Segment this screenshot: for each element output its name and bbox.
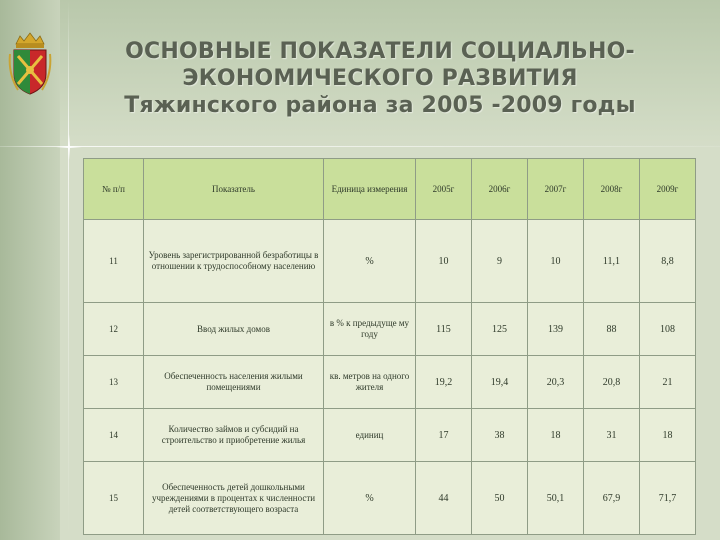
- value-2005: 19,2: [416, 356, 472, 409]
- value-2007: 10: [528, 220, 584, 303]
- row-number: 13: [84, 356, 144, 409]
- row-indicator: Уровень зарегистрированной безработицы в отношении к трудоспособному населению: [144, 220, 324, 303]
- value-2005: 17: [416, 409, 472, 462]
- table-row: [84, 220, 696, 303]
- table-row: [84, 409, 696, 462]
- row-number: 11: [84, 220, 144, 303]
- row-unit: %: [324, 220, 416, 303]
- title-line-3: Тяжинского района за 2005 -2009 годы: [124, 93, 636, 118]
- title-line-2: ЭКОНОМИЧЕСКОГО РАЗВИТИЯ: [182, 66, 578, 91]
- value-2008: 67,9: [584, 462, 640, 535]
- slide-title: [90, 38, 670, 119]
- vertical-accent-line: [68, 0, 69, 540]
- row-indicator: Обеспеченность детей дошкольными учреждениями в процентах к численности детей соответствующего возраста: [144, 462, 324, 535]
- value-2006: 125: [472, 303, 528, 356]
- row-indicator: Обеспеченность населения жилыми помещениями: [144, 356, 324, 409]
- value-2005: 115: [416, 303, 472, 356]
- title-line-1: ОСНОВНЫЕ ПОКАЗАТЕЛИ СОЦИАЛЬНО-: [125, 39, 635, 64]
- horizontal-accent-line: [0, 146, 720, 147]
- value-2005: 44: [416, 462, 472, 535]
- header-cell-unit: Единица измерения: [324, 159, 416, 220]
- row-unit: %: [324, 462, 416, 535]
- row-indicator: Ввод жилых домов: [144, 303, 324, 356]
- table-row: [84, 462, 696, 535]
- row-number: 14: [84, 409, 144, 462]
- value-2008: 20,8: [584, 356, 640, 409]
- value-2008: 11,1: [584, 220, 640, 303]
- row-indicator: Количество займов и субсидий на строительство и приобретение жилья: [144, 409, 324, 462]
- sparkle-icon: [56, 134, 82, 160]
- value-2007: 20,3: [528, 356, 584, 409]
- row-unit: единиц: [324, 409, 416, 462]
- value-2007: 18: [528, 409, 584, 462]
- table-header-row: [84, 159, 696, 220]
- value-2009: 71,7: [640, 462, 696, 535]
- indicators-table: [83, 158, 696, 535]
- value-2006: 50: [472, 462, 528, 535]
- row-unit: кв. метров на одного жителя: [324, 356, 416, 409]
- value-2009: 8,8: [640, 220, 696, 303]
- header-cell-2007: 2007г: [528, 159, 584, 220]
- header-cell-indicator: Показатель: [144, 159, 324, 220]
- value-2009: 18: [640, 409, 696, 462]
- header-cell-2008: 2008г: [584, 159, 640, 220]
- header-cell-number: № п/п: [84, 159, 144, 220]
- value-2009: 108: [640, 303, 696, 356]
- value-2005: 10: [416, 220, 472, 303]
- value-2008: 31: [584, 409, 640, 462]
- coat-of-arms-icon: [8, 30, 52, 98]
- value-2007: 139: [528, 303, 584, 356]
- table-row: [84, 356, 696, 409]
- header-cell-2006: 2006г: [472, 159, 528, 220]
- value-2009: 21: [640, 356, 696, 409]
- value-2007: 50,1: [528, 462, 584, 535]
- row-number: 15: [84, 462, 144, 535]
- value-2008: 88: [584, 303, 640, 356]
- row-number: 12: [84, 303, 144, 356]
- row-unit: в % к предыдуще му году: [324, 303, 416, 356]
- value-2006: 9: [472, 220, 528, 303]
- value-2006: 38: [472, 409, 528, 462]
- header-cell-2005: 2005г: [416, 159, 472, 220]
- value-2006: 19,4: [472, 356, 528, 409]
- table-row: [84, 303, 696, 356]
- header-cell-2009: 2009г: [640, 159, 696, 220]
